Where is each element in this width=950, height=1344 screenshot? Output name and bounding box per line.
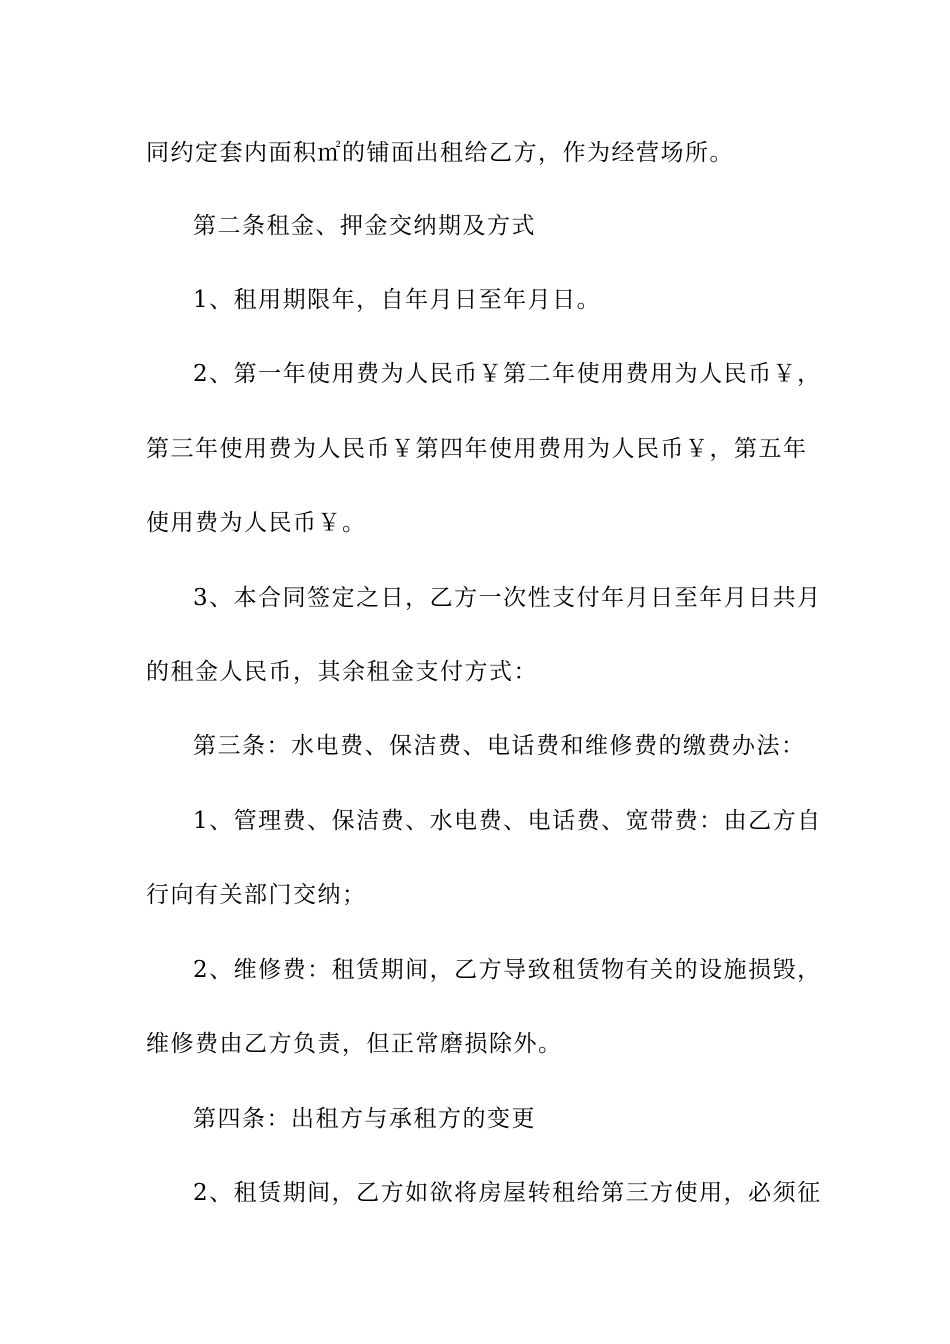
text-line: 1、管理费、保洁费、水电费、电话费、宽带费：由乙方自 bbox=[193, 808, 822, 834]
text-line: 维修费由乙方负责，但正常磨损除外。 bbox=[146, 1031, 563, 1057]
text-line: 3、本合同签定之日，乙方一次性支付年月日至年月日共月 bbox=[193, 585, 822, 611]
text-line: 第三年使用费为人民币￥第四年使用费用为人民币￥，第五年 bbox=[146, 436, 808, 462]
text-line: 的租金人民币，其余租金支付方式： bbox=[146, 659, 538, 685]
section-heading: 第四条：出租方与承租方的变更 bbox=[193, 1106, 536, 1132]
text-line: 2、维修费：租赁期间，乙方导致租赁物有关的设施损毁， bbox=[193, 957, 822, 983]
text-line: 行向有关部门交纳； bbox=[146, 882, 367, 908]
section-heading: 第二条租金、押金交纳期及方式 bbox=[193, 213, 536, 239]
text-line: 同约定套内面积㎡的铺面出租给乙方，作为经营场所。 bbox=[146, 140, 734, 166]
text-line: 1、租用期限年，自年月日至年月日。 bbox=[193, 287, 602, 313]
text-line: 2、租赁期间，乙方如欲将房屋转租给第三方使用，必须征 bbox=[193, 1180, 822, 1206]
text-line: 使用费为人民币￥。 bbox=[146, 510, 367, 536]
text-line: 2、第一年使用费为人民币￥第二年使用费用为人民币￥， bbox=[193, 361, 822, 387]
section-heading: 第三条：水电费、保洁费、电话费和维修费的缴费办法： bbox=[193, 733, 806, 759]
